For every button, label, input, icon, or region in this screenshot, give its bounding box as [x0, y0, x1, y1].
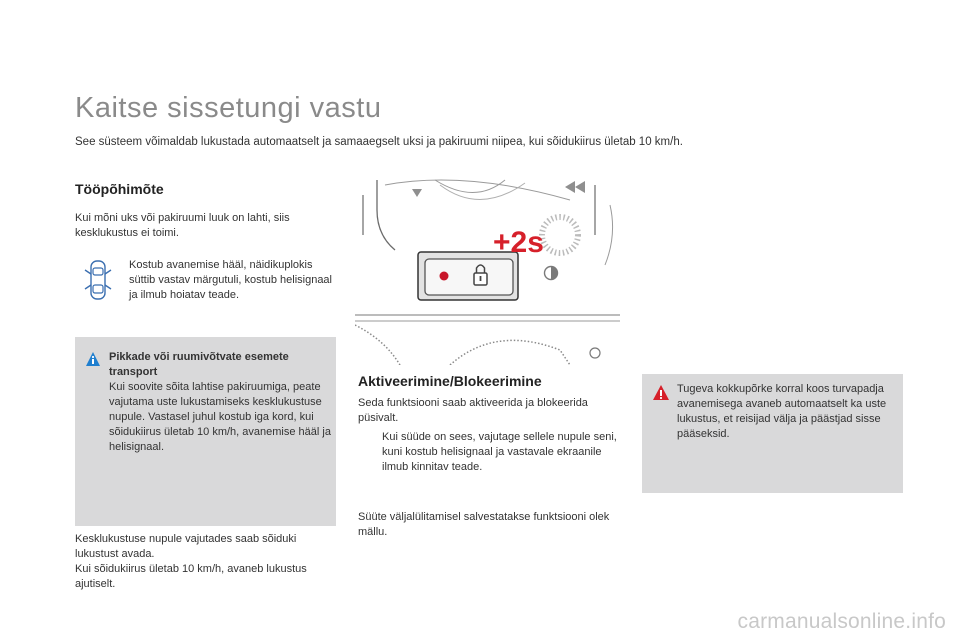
page-title: Kaitse sissetungi vastu: [75, 92, 382, 124]
watermark: carmanualsonline.info: [737, 610, 946, 633]
info-icon: [85, 351, 101, 369]
info-box-body: Kui soovite sõita lahtise pakiruumiga, peate vajutama uste lukustamiseks kesklukustuse nupule. Vastasel juhul kostub iga kord, kui sõidukiirus ületab 10 km/h, avanemise hääl ja helisignaal.: [109, 381, 331, 453]
brightness-icon: [545, 267, 558, 280]
info-box-title: Pikkade või ruumivõtvate esemete transport: [109, 351, 289, 378]
warning-box: [642, 374, 903, 493]
activation-memory-note: Süüte väljalülitamisel salvestatakse funktsiooni olek mällu.: [358, 511, 610, 538]
activation-step-text: Kui süüde on sees, vajutage sellele nupule seni, kuni kostub helisignaal ja vastavale ekraanile ilmub kinnitav teade.: [382, 431, 617, 473]
open-door-icon: [82, 258, 114, 302]
central-locking-button-illustration: [355, 175, 620, 365]
principle-intro: Kui mõni uks või pakiruumi luuk on lahti, siis kesklukustus ei toimi.: [75, 212, 290, 239]
rewind-icon: [565, 181, 575, 193]
unlock-note: [75, 532, 340, 592]
warning-box-body: Tugeva kokkupõrke korral koos turvapadja avanemisega avaneb automaatselt ka uste lukustus, et reisijad välja ja päästjad sisse pääseksid.: [677, 383, 887, 440]
page-subtitle: See süsteem võimaldab lukustada automaatselt ja samaaegselt uksi ja pakiruumi niipea, kui sõidukiirus ületab 10 km/h.: [75, 136, 683, 148]
activation-heading: Aktiveerimine/Blokeerimine: [358, 373, 542, 389]
principle-heading: Tööpõhimõte: [75, 181, 164, 197]
down-arrow-icon: [412, 189, 422, 197]
principle-warning: Kostub avanemise hääl, näidikuplokis süttib vastav märgutuli, kostub helisignaal ja ilmub hoiatav teade.: [129, 259, 332, 301]
info-box: [75, 337, 336, 526]
led-indicator: [440, 272, 449, 281]
exclamation-icon: [652, 384, 670, 402]
unlock-note-line1: Kesklukustuse nupule vajutades saab sõiduki lukustust avada.: [75, 533, 297, 560]
unlock-note-line2: Kui sõidukiirus ületab 10 km/h, avaneb lukustus ajutiselt.: [75, 563, 307, 590]
activation-intro: Seda funktsiooni saab aktiveerida ja blokeerida püsivalt.: [358, 397, 588, 424]
hold-duration-badge: +2s: [493, 226, 544, 259]
